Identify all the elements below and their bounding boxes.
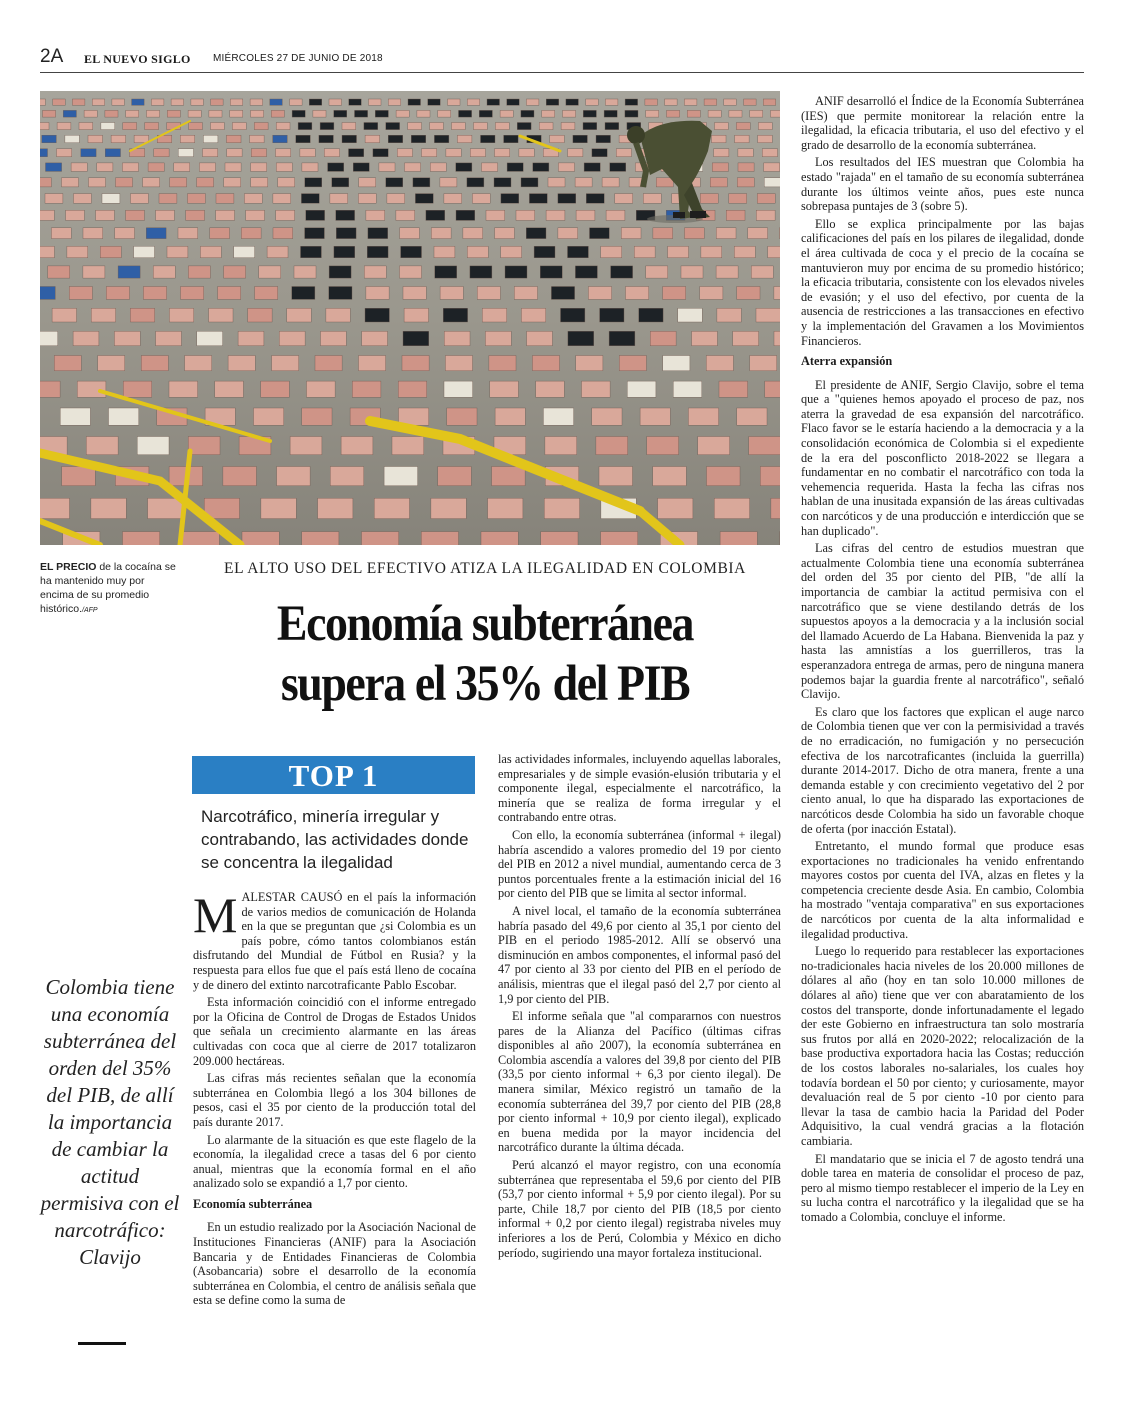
paragraph: las actividades informales, incluyendo aquellas laborales, empresariales y de simple evasión-elusión tributaria y el componente ilegal, especialmente el narcotráfico, la minería que se realiza de forma irregular y el contrabando entre otras. (498, 752, 781, 825)
headline-line-1: Economía subterránea (276, 596, 694, 652)
paragraph: Los resultados del IES muestran que Colombia ha estado "rajada" en el tamaño de su economía subterránea durante los últimos veinte años, pues este nunca sobrepasa puntajes de 3 (sobre 5). (801, 155, 1084, 214)
paragraph: El informe señala que "al compararnos con nuestros pares de la Alianza del Pacífico (últimas cifras disponibles al año 2007), la economía subterránea en Colombia ascendía a valores del 39,8 por ciento del PIB (33,5 por ciento informal + 6,3 por ciento ilegal). De manera similar, México registró un tamaño de la economía subterránea del 39,7 por ciento del PIB (28,8 por ciento informal + 10,9 por ciento ilegal), explicado en buena medida por la mayor incidencia del narcotráfico durante la última década. (498, 1009, 781, 1155)
article-headline (220, 594, 751, 714)
caption-text: de la cocaína se ha mantenido muy por encima de su promedio histórico. (40, 561, 176, 615)
subheading: Economía subterránea (193, 1196, 313, 1211)
paragraph: Las cifras más recientes señalan que la economía subterránea en Colombia llegó a los 304 billones de pesos, casi el 35 por ciento de la producción total del país durante 2017. (193, 1071, 476, 1129)
paragraph: Con ello, la economía subterránea (informal + ilegal) habría ascendido a valores promedio del 19 por ciento del PIB en 2012 a nivel mundial, aumentando cerca de 3 puntos porcentuales frente a la estimación inicial del 16 por ciento del PIB que se limita al sector informal. (498, 827, 781, 901)
paragraph: Luego lo requerido para restablecer las exportaciones no-tradicionales hacia niveles de los 20.000 millones de dólares al año (hoy en tan solo 10.000 millones de dólares al año) tiene que ver con abaratamiento de los costos del transporte, donde infortunadamente el legado der este Gobierno en infraestructura tan solo mostraría sus frutos por allá en 2020-2022; relocalización de la base productiva exportadora hacia las Costas; reducción de los costos laborales no-salariales, los cuales hoy todavía bordean el 50 por ciento; y curiosamente, mayor devaluación real de 5 por ciento -10 por ciento para llevar la tasa de cambio hacia la Paridad del Poder Adquisitivo, la cual vendrá gracias a la flotación cambiaria. (801, 944, 1084, 1148)
seized-cocaine-packages-photo (40, 91, 780, 545)
header-divider (40, 72, 1084, 73)
article-kicker: EL ALTO USO DEL EFECTIVO ATIZA LA ILEGALIDAD EN COLOMBIA (224, 560, 746, 577)
paragraph: A nivel local, el tamaño de la economía subterránea habría pasado del 49,6 por ciento al 35,1 por ciento del PIB en el periodo 1985-2012. Allí se observó una disminución en ambos componentes, el informal pasó del 47 por ciento al 33 por ciento del PIB en el período de análisis, mientras que el ilegal pasó del 2,7 por ciento al 1,9 por ciento del PIB. (498, 903, 781, 1006)
top-ranking-banner: TOP 1 (192, 756, 475, 794)
issue-date: MIÉRCOLES 27 DE JUNIO DE 2018 (213, 53, 383, 64)
pull-quote: Colombia tiene una economía subterránea del orden del 35% del PIB, de allí la importancia de cambiar la actitud permisiva con el narcotráfico: Clavijo (40, 975, 180, 1269)
paragraph: Entretanto, el mundo formal que produce esas exportaciones no tradicionales ha venido enfrentando mayores costos por cuenta del IVA, alzas en fletes y la competencia creciente desde Asia. En cambio, Colombia ha mostrado "ventaja comparativa" en sus exportaciones de narcóticos por cuenta de la alta informalidad e ilegalidad productiva. (801, 839, 1084, 941)
paragraph: Ello se explica principalmente por las bajas calificaciones del país en los pilares de ilegalidad, donde el área cultivada de coca y el precio de la cocaína se mantuvieron muy por encima de su promedio histórico; la eficacia tributaria, consistente con los elevados niveles de evasión; y el uso del efectivo, por cuenta de la ausencia de restricciones a las transacciones en efectivo y la implementación del Gravamen a los Movimientos Financieros. (801, 216, 1084, 348)
top-ranking-subtitle: Narcotráfico, minería irregular y contrabando, las actividades donde se concentra la ilegalidad (201, 807, 469, 872)
article-photo (40, 91, 780, 545)
page-header (40, 46, 1084, 72)
paragraph: Es claro que los factores que explican el auge narco de Colombia tienen que ver con la permisividad a través de no erradicación, no fumigación y no persecución efectiva de los narcotraficantes (incluida la guerrilla) durante 2014-2017. Dicho de otra manera, frente a una demanda estable y con crecimiento vegetativo del 2 por ciento anual, lo que ha disparado las exportaciones de narcóticos desde Colombia ha sido un favorable choque de oferta (por inacción Estatal). (801, 704, 1084, 836)
paragraph: El presidente de ANIF, Sergio Clavijo, sobre el tema que a "quienes hemos apoyado el proceso de paz, nos aterra la gravedad de esa expansión del narcotráfico. Flaco favor se le estaría haciendo a la democracia y a la consolidación económica de Colombia si el expediente de la era del posconflicto 2018-2022 se llegara a fundamentar en no combatir el narcotráfico con toda la vehemencia requerida. Hasta la fecha las cifras nos hablan de una inusitada expansión de las áreas cultivadas con narcóticos y de una producción e interdicción que se han duplicado". (801, 377, 1084, 538)
caption-lead: EL PRECIO (40, 561, 97, 573)
opening-paragraph: MALESTAR CAUSÓ en el país la información de varios medios de comunicación de Holanda en la que se preguntan que ¿si Colombia es un país pobre, cómo tantos colombianos están disfrutando del Mundial de Fútbol en Rusia? y la respuesta para ellos fue que el país está lleno de cocaína y de dinero del extinto narcotraficante Pablo Escobar. (193, 887, 476, 992)
drop-cap: M (193, 887, 238, 943)
article-column-1 (193, 887, 476, 1311)
article-column-2 (498, 752, 781, 1263)
paragraph: El mandatario que se inicia el 7 de agosto tendrá una doble tarea en materia de consolidar el proceso de paz, pero al mismo tiempo restablecer el imperio de la Ley en su lucha contra el narcotráfico y la ilegalidad que se ha tomado a Colombia, concluye el informe. (801, 1151, 1084, 1224)
paragraph: ANIF desarrolló el Índice de la Economía Subterránea (IES) que permite monitorear la relación entre la ilegalidad, la eficacia tributaria, el uso del efectivo y el grado de desarrollo de la economía subterránea. (801, 94, 1084, 152)
article-column-3 (801, 94, 1084, 1228)
photo-credit: /AFP (82, 607, 98, 614)
page-number: 2A (40, 46, 64, 67)
paragraph: Perú alcanzó el mayor registro, con una economía subterránea que representaba el 59,6 por ciento del PIB (53,7 por ciento informal + 5,9 por ciento ilegal). Por su parte, Chile 18,7 por ciento del PIB (18,5 por ciento informal + 0,2 por ciento ilegal) registraba niveles muy inferiores a los de Perú, Colombia y México en dicho período, sugiriendo una mayor fortaleza institucional. (498, 1158, 781, 1260)
paragraph: Las cifras del centro de estudios muestran que actualmente Colombia tiene una economía subterránea del orden del 35 por ciento del PIB, "de allí la importancia de cambiar la actitud permisiva con el narcotráfico que se viene destilando detrás de los supuestos apoyos a la democracia y a la inclusión social del llamado Acuerdo de La Habana. Bienvenida la paz y hasta las amnistías a los guerrilleros, tras la esperanzadora entrega de armas, pero de ninguna manera podemos bajar la guardia frente al narcotráfico", señaló Clavijo. (801, 541, 1084, 702)
newspaper-name: EL NUEVO SIGLO (84, 52, 191, 66)
paragraph: Lo alarmante de la situación es que este flagelo de la economía, la ilegalidad crece a tasas del 6 por ciento anual, mientras que la economía formal en el año analizado solo se expandió a 1,7 por ciento. (193, 1132, 476, 1191)
paragraph: Esta información coincidió con el informe entregado por la Oficina de Control de Drogas de Estados Unidos que señala un crecimiento alarmante en las áreas cultivadas con coca que al cierre de 2017 totalizaron 209.000 hectáreas. (193, 995, 476, 1068)
paragraph: En un estudio realizado por la Asociación Nacional de Instituciones Financieras (ANIF) para la Asociación Bancaria y de Entidades Financieras de Colombia (Asobancaria) sobre el desarrollo de la economía subterránea en Colombia, el centro de análisis señala que esta se define como la suma de (193, 1220, 476, 1308)
photo-caption (40, 560, 180, 618)
subheading: Aterra expansión (801, 354, 893, 369)
pull-quote-rule (78, 1342, 126, 1345)
headline-line-2: supera el 35% del PIB (280, 656, 690, 712)
lead-caps: ALESTAR CAUSÓ (241, 890, 343, 904)
